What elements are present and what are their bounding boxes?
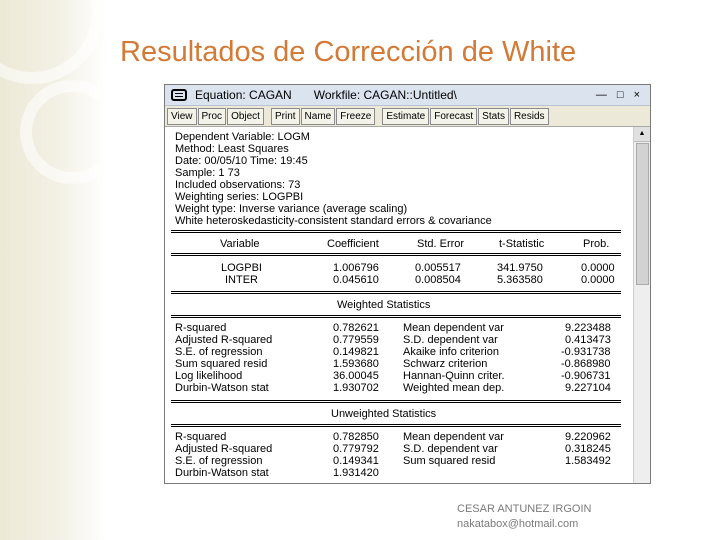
header-line: Sample: 1 73 [175, 167, 240, 179]
header-line: Date: 00/05/10 Time: 19:45 [175, 155, 308, 167]
coef-stderr: 0.008504 [415, 274, 461, 286]
coef-variable: INTER [225, 274, 258, 286]
coef-header-prob: Prob. [583, 238, 610, 250]
ustat-value: 1.931420 [333, 467, 379, 479]
wstat-value: 0.782621 [333, 322, 379, 334]
ustat-value: 9.220962 [565, 431, 611, 443]
scroll-up-arrow-icon[interactable]: ▲ [634, 127, 650, 142]
coef-value: 0.045610 [333, 274, 379, 286]
scroll-thumb[interactable] [636, 143, 649, 285]
vertical-scrollbar[interactable] [633, 127, 650, 483]
wstat-label: S.E. of regression [175, 346, 263, 358]
wstat-value: 36.00045 [333, 370, 379, 382]
equation-icon [171, 89, 187, 101]
wstat-value: -0.906731 [561, 370, 611, 382]
toolbar-name-button[interactable]: Name [301, 108, 336, 125]
wstat-label: Mean dependent var [403, 322, 504, 334]
coef-value: 1.006796 [333, 262, 379, 274]
table-rule [171, 424, 621, 427]
coef-prob: 0.0000 [581, 274, 615, 286]
toolbar-estimate-button[interactable]: Estimate [382, 108, 429, 125]
estimation-output [165, 127, 650, 483]
ustat-label: R-squared [175, 431, 227, 443]
minimize-icon[interactable]: — [595, 89, 607, 101]
ustat-value: 0.782850 [333, 431, 379, 443]
eviews-equation-window[interactable] [164, 84, 651, 484]
wstat-label: Weighted mean dep. [403, 382, 505, 394]
coef-variable: LOGPBI [221, 262, 262, 274]
wstat-value: 9.223488 [565, 322, 611, 334]
coef-header-variable: Variable [220, 238, 260, 250]
header-line: Method: Least Squares [175, 143, 289, 155]
wstat-value: -0.931738 [561, 346, 611, 358]
close-icon[interactable]: × [633, 89, 640, 101]
ustat-label: Sum squared resid [403, 455, 496, 467]
header-line: Weight type: Inverse variance (average scaling) [175, 203, 408, 215]
table-rule [171, 400, 621, 403]
footer-email: nakatabox@hotmail.com [457, 518, 579, 530]
footer-author: CESAR ANTUNEZ IRGOIN [457, 503, 592, 515]
wstat-label: Adjusted R-squared [175, 334, 273, 346]
wstat-value: 0.149821 [333, 346, 379, 358]
header-line: Dependent Variable: LOGM [175, 131, 310, 143]
wstat-label: Hannan-Quinn criter. [403, 370, 505, 382]
wstat-label: Sum squared resid [175, 358, 268, 370]
ustat-value: 1.583492 [565, 455, 611, 467]
wstat-value: 0.779559 [333, 334, 379, 346]
wstat-label: R-squared [175, 322, 227, 334]
toolbar-forecast-button[interactable]: Forecast [430, 108, 477, 125]
ustat-label: S.E. of regression [175, 455, 263, 467]
toolbar-object-button[interactable]: Object [227, 108, 264, 125]
table-rule [171, 291, 621, 294]
toolbar-resids-button[interactable]: Resids [510, 108, 549, 125]
coef-header-t-statistic: t-Statistic [499, 238, 545, 250]
toolbar-stats-button[interactable]: Stats [478, 108, 509, 125]
ustat-label: S.D. dependent var [403, 443, 498, 455]
wstat-value: 0.413473 [565, 334, 611, 346]
table-rule [171, 230, 621, 233]
coef-prob: 0.0000 [581, 262, 615, 274]
wstat-value: 1.930702 [333, 382, 379, 394]
wstat-value: 1.593680 [333, 358, 379, 370]
coef-tstat: 5.363580 [497, 274, 543, 286]
weighted-stats-title: Weighted Statistics [337, 299, 431, 311]
toolbar-proc-button[interactable]: Proc [198, 108, 227, 125]
unweighted-stats-title: Unweighted Statistics [331, 408, 437, 420]
wstat-label: Akaike info criterion [403, 346, 499, 358]
toolbar-view-button[interactable]: View [167, 108, 197, 125]
decorative-ring [20, 80, 124, 184]
ustat-value: 0.149341 [333, 455, 379, 467]
slide-title: Resultados de Corrección de White [120, 36, 577, 68]
wstat-label: Durbin-Watson stat [175, 382, 269, 394]
coef-tstat: 341.9750 [497, 262, 543, 274]
eviews-toolbar [165, 106, 650, 127]
ustat-value: 0.779792 [333, 443, 379, 455]
ustat-label: Durbin-Watson stat [175, 467, 269, 479]
toolbar-freeze-button[interactable]: Freeze [336, 108, 375, 125]
coef-header-coefficient: Coefficient [327, 238, 379, 250]
ustat-label: Adjusted R-squared [175, 443, 273, 455]
wstat-value: 9.227104 [565, 382, 611, 394]
wstat-label: Log likelihood [175, 370, 243, 382]
table-rule [171, 253, 621, 256]
ustat-value: 0.318245 [565, 443, 611, 455]
toolbar-print-button[interactable]: Print [271, 108, 300, 125]
coef-stderr: 0.005517 [415, 262, 461, 274]
wstat-label: Schwarz criterion [403, 358, 488, 370]
window-title-equation: Equation: CAGAN [195, 88, 292, 102]
header-line: Weighting series: LOGPBI [175, 191, 304, 203]
maximize-icon[interactable]: □ [616, 89, 624, 101]
table-rule [171, 315, 621, 318]
wstat-value: -0.868980 [561, 358, 611, 370]
ustat-label: Mean dependent var [403, 431, 504, 443]
wstat-label: S.D. dependent var [403, 334, 498, 346]
coef-header-std-error: Std. Error [417, 238, 465, 250]
window-title-workfile: Workfile: CAGAN::Untitled\ [313, 88, 457, 102]
header-line: Included observations: 73 [175, 179, 301, 191]
header-line: White heteroskedasticity-consistent standard errors & covariance [175, 215, 492, 227]
window-titlebar[interactable] [165, 85, 650, 106]
